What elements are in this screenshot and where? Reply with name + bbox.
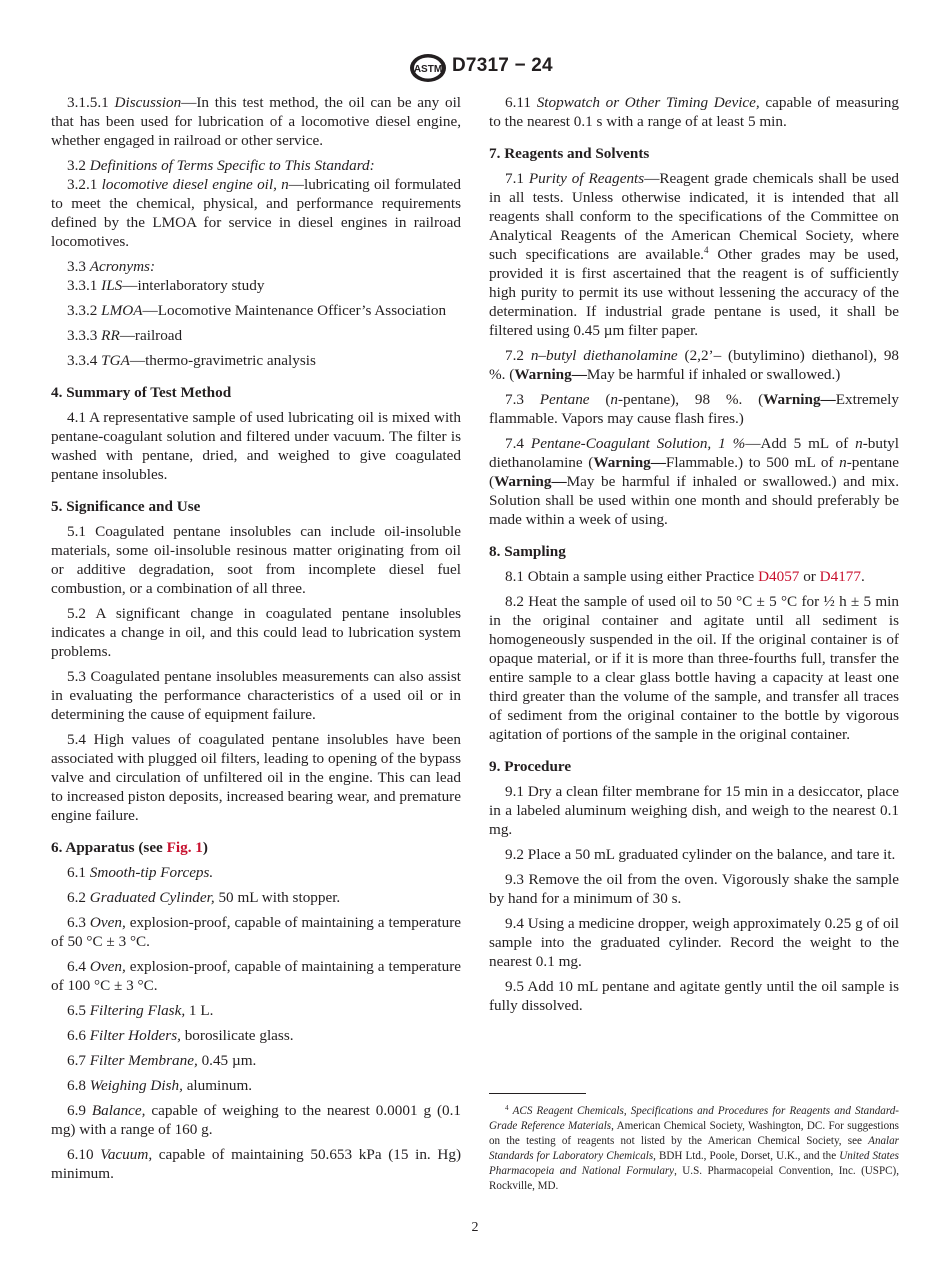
section-heading-8: 8. Sampling	[489, 543, 566, 560]
section-heading-7: 7. Reagents and Solvents	[489, 145, 650, 162]
paragraph-3-3: 3.3 Acronyms:	[67, 258, 156, 275]
paragraph-8-1: 8.1 Obtain a sample using either Practice D4057 or D4177.	[505, 568, 865, 585]
paragraph-6-2: 6.2 Graduated Cylinder, 50 mL with stopper.	[67, 889, 341, 906]
astm-logo-icon	[408, 52, 448, 84]
figure-1-link[interactable]: Fig. 1	[166, 839, 203, 856]
footnote-ref-4[interactable]: 4	[703, 245, 709, 255]
paragraph-9-4: 9.4 Using a medicine dropper, weigh approximately 0.25 g of oil sample into the graduated cylinder. Record the weight to the nearest 0.1 mg.	[489, 915, 899, 970]
paragraph-6-4: 6.4 Oven, explosion-proof, capable of maintaining a temperature of 100 °C ± 3 °C.	[51, 958, 462, 994]
paragraph-3-3-4: 3.3.4 TGA—thermo-gravimetric analysis	[67, 352, 316, 369]
paragraph-5-2: 5.2 A significant change in coagulated pentane insolubles indicates a change in oil, and this could lead to lubrication system problems.	[51, 605, 461, 660]
page-number: 2	[471, 1220, 479, 1235]
paragraph-6-6: 6.6 Filter Holders, borosilicate glass.	[67, 1027, 294, 1044]
section-heading-4: 4. Summary of Test Method	[51, 384, 232, 401]
section-heading-5: 5. Significance and Use	[51, 498, 201, 515]
paragraph-6-8: 6.8 Weighing Dish, aluminum.	[67, 1077, 253, 1094]
d4057-link[interactable]: D4057	[758, 568, 800, 585]
paragraph-6-11: 6.11 Stopwatch or Other Timing Device, capable of measuring to the nearest 0.1 s with a range of at least 5 min.	[489, 94, 899, 130]
paragraph-5-3: 5.3 Coagulated pentane insolubles measurements can also assist in evaluating the performance characteristics of a used oil or in determining the cause of equipment failure.	[51, 668, 461, 723]
paragraph-7-4: 7.4 Pentane-Coagulant Solution, 1 %—Add 5 mL of n-butyl diethanolamine (Warning—Flammable.) to 500 mL of n-pentane (Warning—May be harmful if inhaled or swallowed.) and mix. Solution shall be used within one month and should preferably be made within a week of using.	[489, 435, 899, 528]
footnote-4: $^4$ ACS Reagent Chemicals, Specifications and Procedures for Reagents and Standard-Grade Reference Materials, American Chemical Society, Washington, DC. For suggestions on the testing of reagents not listed by the American Chemical Society, see Analar Standards for Laboratory Chemicals, BDH Ltd., Poole, Dorset, U.K., and the United States Pharmacopeia and National Formulary, U.S. Pharmacopeial Convention, Inc. (USPC), Rockville, MD.	[489, 1104, 900, 1192]
paragraph-3-3-1: 3.3.1 ILS—interlaboratory study	[67, 277, 265, 294]
standard-designation: D7317 − 24	[452, 55, 553, 76]
paragraph-5-1: 5.1 Coagulated pentane insolubles can include oil-insoluble materials, some oil-insoluble resinous matter originating from oil or additive degradation, soot from incomplete diesel fuel combustion, or a combination of all three.	[51, 523, 461, 597]
paragraph-3-1-5-1: 3.1.5.1 Discussion—In this test method, the oil can be any oil that has been used for lubrication of a locomotive diesel engine, whether engaged in railroad or other service.	[51, 94, 462, 149]
paragraph-3-2-1: 3.2.1 locomotive diesel engine oil, n—lubricating oil formulated to meet the chemical, physical, and performance requirements defined by the LMOA for service in diesel engines in railroad locomotives.	[51, 176, 461, 250]
paragraph-6-5: 6.5 Filtering Flask, 1 L.	[67, 1002, 214, 1019]
page-header	[0, 52, 950, 86]
left-column	[51, 93, 461, 1189]
paragraph-3-3-3: 3.3.3 RR—railroad	[67, 327, 183, 344]
svg-text:ASTM: ASTM	[413, 64, 443, 75]
paragraph-7-1: 7.1 Purity of Reagents—Reagent grade chemicals shall be used in all tests. Unless otherwise indicated, it is intended that all reagents shall conform to the specifications of the Committee on Analytical Reagents of the American Chemical Society, where such specifications are available.$^4$ Other grades may be used, provided it is first ascertained that the reagent is of sufficiently high purity to permit its use without lessening the accuracy of the determination. If industrial grade pentane is used, it shall be filtered using 0.45 µm filter paper.	[489, 170, 900, 339]
paragraph-7-3: 7.3 Pentane (n-pentane), 98 %. (Warning—Extremely flammable. Vapors may cause flash fires.)	[489, 391, 899, 427]
paragraph-6-7: 6.7 Filter Membrane, 0.45 µm.	[67, 1052, 257, 1069]
paragraph-9-2: 9.2 Place a 50 mL graduated cylinder on the balance, and tare it.	[505, 846, 896, 863]
paragraph-9-1: 9.1 Dry a clean filter membrane for 15 min in a desiccator, place in a labeled aluminum weighing dish, and weigh to the nearest 0.1 mg.	[489, 783, 899, 838]
paragraph-5-4: 5.4 High values of coagulated pentane insolubles have been associated with plugged oil filters, leading to opening of the bypass valve and circulation of unfiltered oil in the engine. This can lead to increased piston deposits, increased bearing wear, and premature engine failure.	[51, 731, 461, 824]
paragraph-6-9: 6.9 Balance, capable of weighing to the nearest 0.0001 g (0.1 mg) with a range of 160 g.	[51, 1102, 461, 1138]
paragraph-6-3: 6.3 Oven, explosion-proof, capable of maintaining a temperature of 50 °C ± 3 °C.	[51, 914, 462, 950]
right-column	[489, 93, 899, 1021]
paragraph-6-10: 6.10 Vacuum, capable of maintaining 50.653 kPa (15 in. Hg) minimum.	[51, 1146, 462, 1182]
section-heading-6: 6. Apparatus (see Fig. 1)	[51, 839, 208, 856]
paragraph-6-1: 6.1 Smooth-tip Forceps.	[67, 864, 214, 881]
paragraph-9-5: 9.5 Add 10 mL pentane and agitate gently until the oil sample is fully dissolved.	[489, 978, 899, 1014]
paragraph-7-2: 7.2 n–butyl diethanolamine (2,2’– (butylimino) diethanol), 98 %. (Warning—May be harmful if inhaled or swallowed.)	[489, 347, 900, 383]
paragraph-8-2: 8.2 Heat the sample of used oil to 50 °C ± 5 °C for ½ h ± 5 min in the original container and agitate until all sediment is homogeneously suspended in the oil. If the original container is of opaque material, or if it is more than three-fourths full, transfer the entire sample to a clear glass bottle having a capacity at least one third greater than the volume of the sample, and transfer all traces of sediment from the original container to the bottle by vigorous agitation of portions of the sample in the original container.	[489, 593, 899, 743]
section-heading-9: 9. Procedure	[489, 758, 572, 775]
paragraph-9-3: 9.3 Remove the oil from the oven. Vigorously shake the sample by hand for a minimum of 30 s.	[489, 871, 899, 907]
paragraph-3-3-2: 3.3.2 LMOA—Locomotive Maintenance Officer’s Association	[67, 302, 447, 319]
paragraph-3-2: 3.2 Definitions of Terms Specific to This Standard:	[67, 157, 375, 174]
footnote-divider	[489, 1093, 586, 1094]
paragraph-4-1: 4.1 A representative sample of used lubricating oil is mixed with pentane-coagulant solution and filtered under vacuum. The filter is washed with pentane, dried, and weighed to give coagulated pentane insolubles.	[51, 409, 461, 483]
d4177-link[interactable]: D4177	[819, 568, 861, 585]
